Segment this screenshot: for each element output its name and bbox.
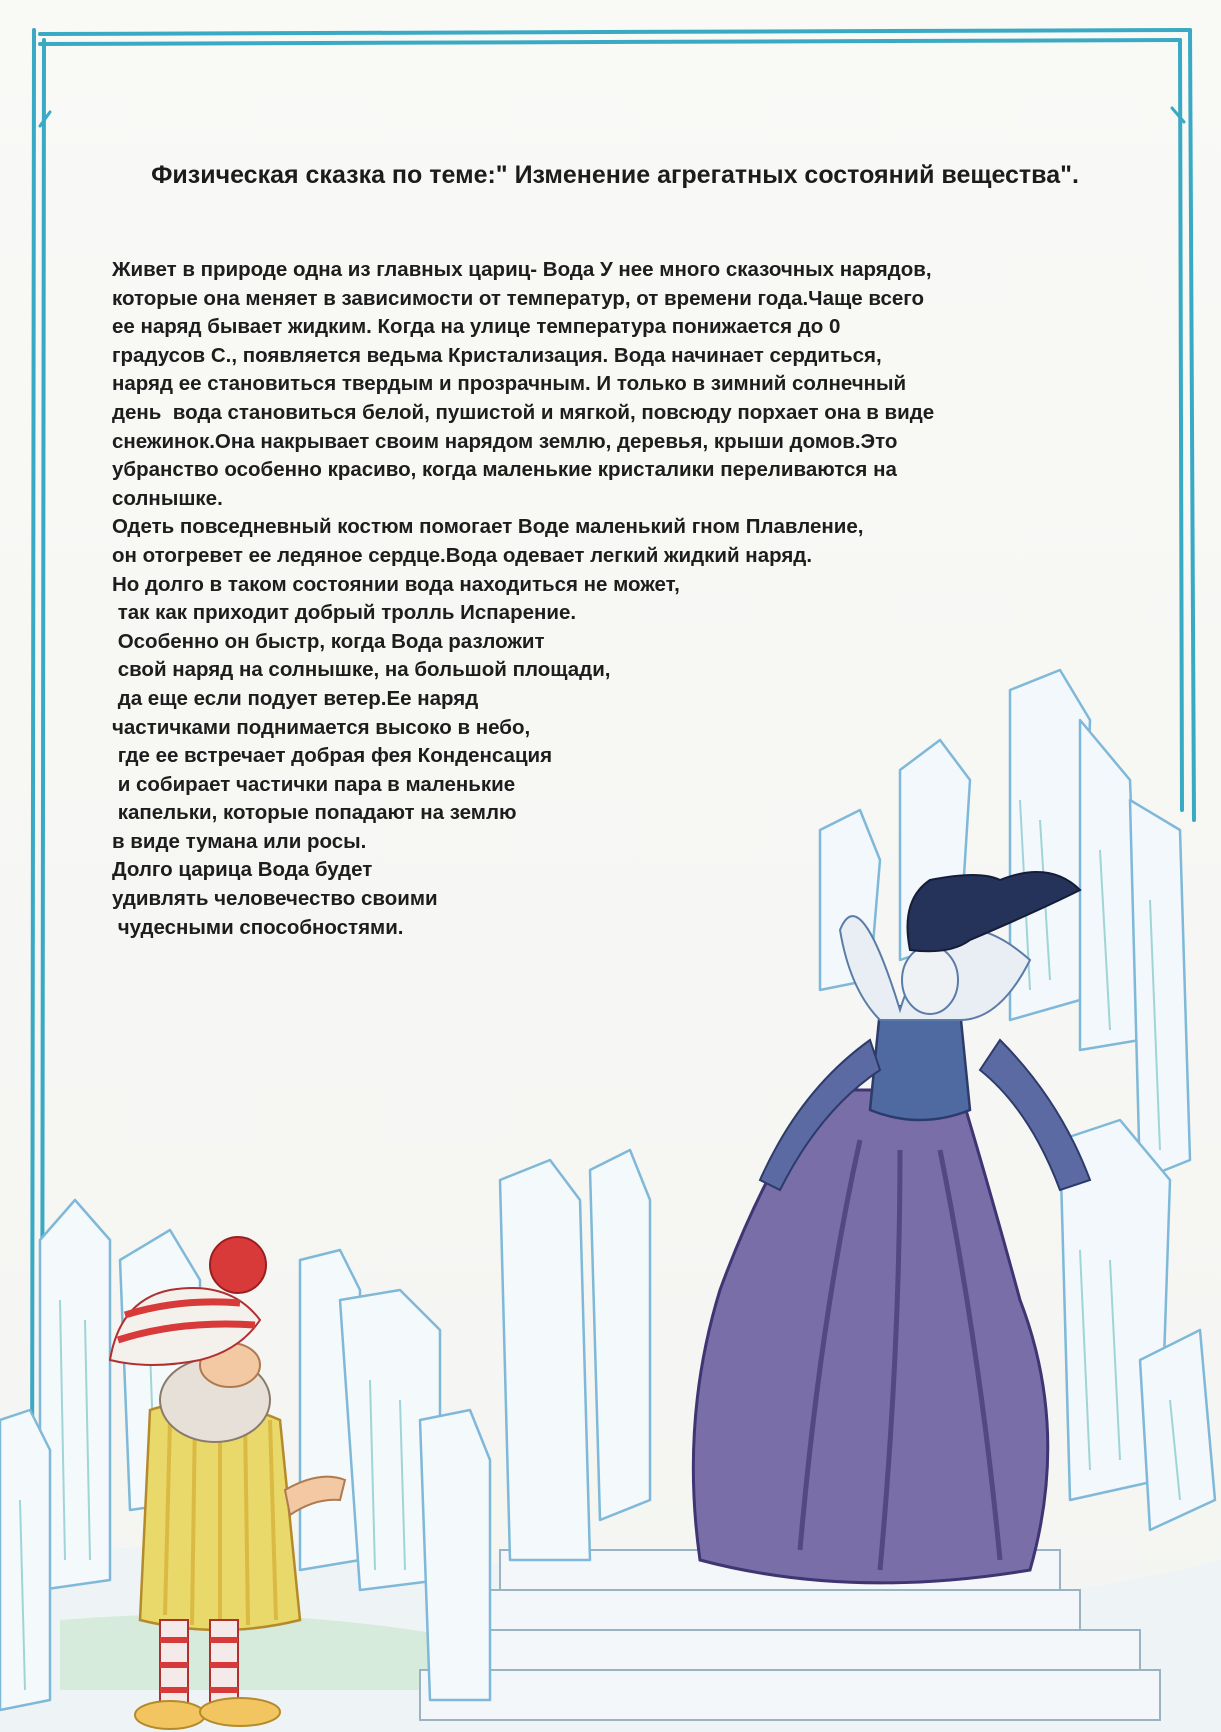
story-line: день вода становиться белой, пушистой и мягкой, повсюду порхает она в виде — [112, 400, 935, 424]
story-line: удивлять человечество своими — [112, 887, 438, 911]
story-line: в виде тумана или росы. — [112, 829, 367, 853]
story-line: так как приходит добрый тролль Испарение. — [112, 601, 577, 625]
queen-bodice — [870, 1005, 970, 1120]
story-line: частичками поднимается высоко в небо, — [112, 715, 531, 739]
story-line: он отогревет ее ледяное сердце.Вода одевает легкий жидкий наряд. — [112, 543, 813, 567]
story-line: градусов С., появляется ведьма Кристализация. Вода начинает сердиться, — [112, 343, 882, 367]
story-line: наряд ее становиться твердым и прозрачным. И только в зимний солнечный — [112, 372, 907, 396]
queen-face — [902, 946, 958, 1014]
gnome-shoe — [135, 1701, 205, 1729]
throne-crystals — [500, 1150, 650, 1560]
story-line: Одеть повседневный костюм помогает Воде маленький гном Плавление, — [112, 515, 864, 539]
gnome-shoe — [200, 1698, 280, 1726]
story-line: ее наряд бывает жидким. Когда на улице температура понижается до 0 — [112, 315, 841, 339]
story-line: где ее встречает добрая фея Конденсация — [112, 744, 553, 768]
story-line: Особенно он быстр, когда Вода разложит — [112, 629, 545, 653]
story-line: и собирает частички пара в маленькие — [112, 772, 516, 796]
story-line: солнышке. — [112, 486, 223, 510]
story-line: да еще если подует ветер.Ее наряд — [112, 686, 479, 710]
page-title: Физическая сказка по теме:" Изменение агрегатных состояний вещества". — [151, 161, 1079, 189]
story-line: Долго царица Вода будет — [112, 858, 373, 882]
story-line: убранство особенно красиво, когда маленькие кристалики переливаются на — [112, 458, 897, 482]
story-line: капельки, которые попадают на землю — [112, 801, 517, 825]
story-line: чудесными способностями. — [112, 915, 404, 939]
story-line: которые она меняет в зависимости от температур, от времени года.Чаще всего — [112, 286, 925, 310]
story-line: снежинок.Она накрывает своим нарядом землю, деревья, крыши домов.Это — [112, 429, 898, 453]
queen-right-arm — [980, 1040, 1090, 1190]
story-line: Но долго в таком состоянии вода находиться не может, — [112, 572, 680, 596]
gnome-hat-pompom — [210, 1237, 266, 1293]
story-line: свой наряд на солнышке, на большой площади, — [112, 658, 611, 682]
story-line: Живет в природе одна из главных цариц- Вода У нее много сказочных нарядов, — [112, 258, 932, 281]
